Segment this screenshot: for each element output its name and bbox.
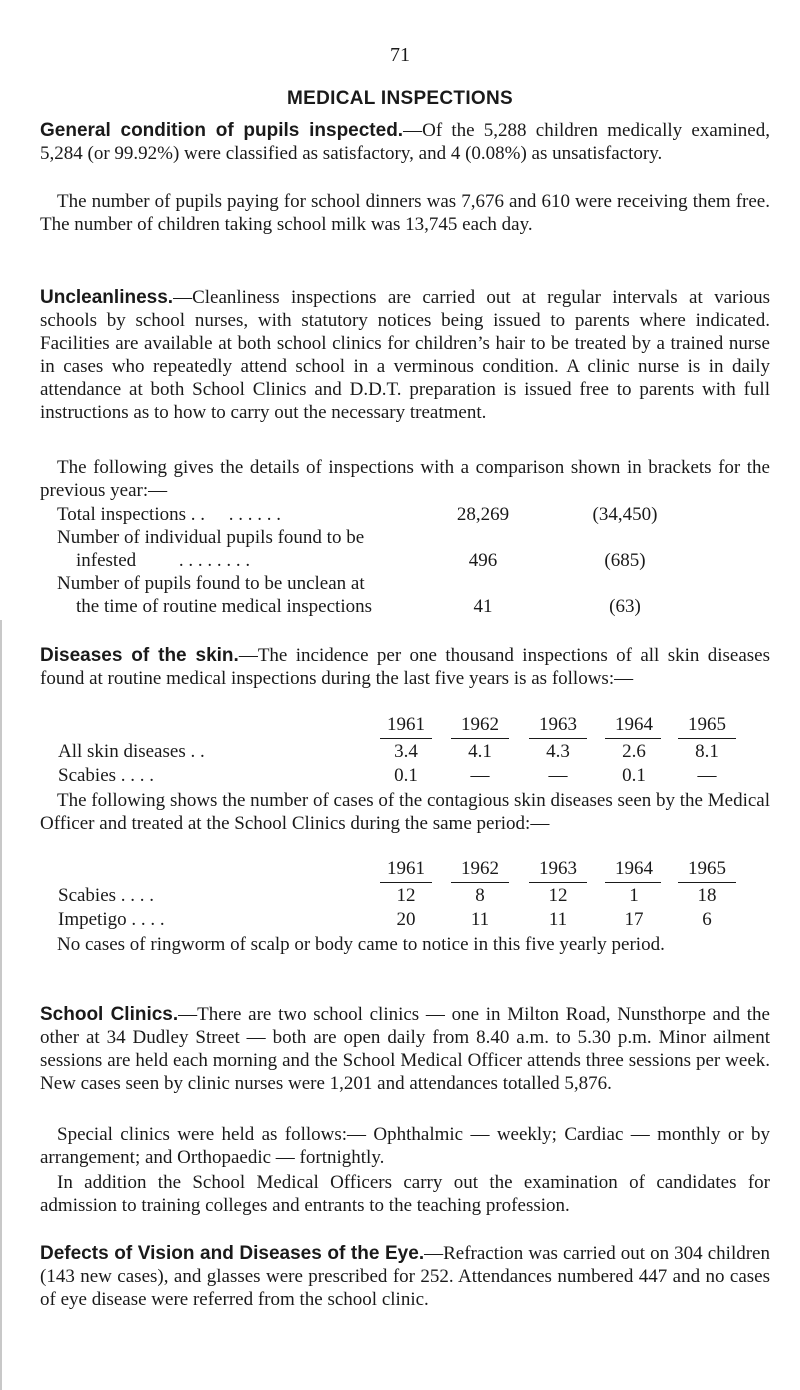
table-row-label: Scabies . . . . bbox=[58, 885, 155, 906]
header-rule bbox=[605, 738, 661, 739]
uncleanliness-text: —Cleanliness inspections are carried out at regular intervals at various schools by school nurses, with statutory notices being issued to parents where indicated. Facilities are available at both school clinics for children’s hair to be treated by a trained nurse in cases who repeatedly attend school in a verminous condition. A clinic nurse is in daily attendance at both School Clinics and D.D.T. preparation is issued free to parents with full instructions as to how to carry out the necessary treatment. bbox=[40, 287, 770, 423]
year-header: 1962 bbox=[461, 714, 499, 735]
skin-diseases-paragraph bbox=[40, 644, 770, 690]
inspection-row-infested-previous: (685) bbox=[604, 550, 646, 571]
year-header: 1965 bbox=[688, 858, 726, 879]
skin-diseases-text: —The incidence per one thousand inspections of all skin diseases found at routine medical inspections during the last five years is as follows:— bbox=[40, 645, 771, 689]
header-rule bbox=[380, 738, 432, 739]
school-dinners-paragraph: The number of pupils paying for school dinners was 7,676 and 610 were receiving them free. The number of children taking school milk was 13,745 each day. bbox=[40, 191, 770, 235]
inspection-row-total-label: Total inspections . . . . . . . . bbox=[57, 504, 282, 525]
inspection-row-total-value: 28,269 bbox=[456, 504, 510, 525]
table-cell: — bbox=[697, 765, 717, 786]
uncleanliness-paragraph bbox=[40, 286, 770, 424]
header-rule bbox=[451, 738, 509, 739]
school-clinics-paragraph bbox=[40, 1003, 770, 1095]
table-cell: 6 bbox=[702, 909, 712, 930]
uncleanliness-heading: Uncleanliness. bbox=[40, 287, 174, 308]
table-cell: 12 bbox=[396, 885, 416, 906]
table-cell: 12 bbox=[548, 885, 568, 906]
year-header: 1962 bbox=[461, 858, 499, 879]
training-colleges-paragraph: In addition the School Medical Officers carry out the examination of candidates for admission to training colleges and entrants to the teaching profession. bbox=[40, 1172, 770, 1216]
general-condition-heading: General condition of pupils inspected. bbox=[40, 120, 404, 141]
table-row-label: All skin diseases . . bbox=[58, 741, 205, 762]
special-clinics-paragraph: Special clinics were held as follows:— Ophthalmic — weekly; Cardiac — monthly or by arrangement; and Orthopaedic — fortnightly. bbox=[40, 1124, 770, 1168]
vision-text: —Refraction was carried out on 304 children (143 new cases), and glasses were prescribed for 252. Attendances numbered 447 and no cases of eye disease were referred from the school clinic. bbox=[40, 1243, 770, 1310]
table-cell: 0.1 bbox=[622, 765, 646, 786]
table-cell: 2.6 bbox=[622, 741, 646, 762]
general-condition-text: —Of the 5,288 children medically examined, 5,284 (or 99.92%) were classified as satisfactory, and 4 (0.08%) as unsatisfactory. bbox=[40, 120, 770, 164]
table-cell: — bbox=[548, 765, 568, 786]
header-rule bbox=[605, 882, 661, 883]
ringworm-paragraph: No cases of ringworm of scalp or body came to notice in this five yearly period. bbox=[57, 934, 665, 955]
table-cell: 0.1 bbox=[394, 765, 418, 786]
inspections-intro: The following gives the details of inspections with a comparison shown in brackets for the previous year:— bbox=[40, 457, 770, 501]
inspection-row-unclean-previous: (63) bbox=[609, 596, 641, 617]
school-clinics-text: —There are two school clinics — one in Milton Road, Nunsthorpe and the other at 34 Dudley Street — both are open daily from 8.40 a.m. to 5.30 p.m. Minor ailment sessions are held each morning and the School Medical Officer attends three sessions per week. New cases seen by clinic nurses were 1,201 and attendances totalled 5,876. bbox=[40, 1004, 770, 1094]
inspection-row-unclean-label-2: the time of routine medical inspections bbox=[76, 596, 373, 617]
inspection-row-unclean-label-1: Number of pupils found to be unclean at bbox=[57, 573, 365, 594]
table-cell: 8 bbox=[475, 885, 485, 906]
table-cell: 3.4 bbox=[394, 741, 418, 762]
inspection-row-infested-label-1: Number of individual pupils found to be bbox=[57, 527, 365, 548]
header-rule bbox=[678, 882, 736, 883]
table-cell: 1 bbox=[629, 885, 639, 906]
header-rule bbox=[529, 882, 587, 883]
page-edge-shadow bbox=[0, 620, 2, 1390]
page-title: MEDICAL INSPECTIONS bbox=[287, 88, 513, 109]
year-header: 1964 bbox=[615, 858, 653, 879]
year-header: 1961 bbox=[387, 858, 425, 879]
header-rule bbox=[380, 882, 432, 883]
table-cell: 20 bbox=[396, 909, 416, 930]
table-cell: 8.1 bbox=[695, 741, 719, 762]
table-row-label: Scabies . . . . bbox=[58, 765, 155, 786]
header-rule bbox=[529, 738, 587, 739]
table-cell: 11 bbox=[548, 909, 568, 930]
vision-paragraph bbox=[40, 1242, 770, 1311]
vision-heading: Defects of Vision and Diseases of the Eye. bbox=[40, 1243, 425, 1264]
year-header: 1965 bbox=[688, 714, 726, 735]
table-cell: 18 bbox=[697, 885, 717, 906]
table-cell: 17 bbox=[624, 909, 644, 930]
table-cell: 11 bbox=[470, 909, 490, 930]
inspection-row-infested-value: 496 bbox=[468, 550, 498, 571]
school-clinics-heading: School Clinics. bbox=[40, 1004, 179, 1025]
page-number: 71 bbox=[390, 44, 410, 66]
inspection-row-unclean-value: 41 bbox=[473, 596, 493, 617]
year-header: 1963 bbox=[539, 858, 577, 879]
year-header: 1963 bbox=[539, 714, 577, 735]
table-cell: 4.3 bbox=[546, 741, 570, 762]
table-cell: — bbox=[470, 765, 490, 786]
table-row-label: Impetigo . . . . bbox=[58, 909, 165, 930]
inspection-row-infested-label-2: infested . . . . . . . . bbox=[76, 550, 251, 571]
skin-diseases-heading: Diseases of the skin. bbox=[40, 645, 239, 666]
year-header: 1964 bbox=[615, 714, 653, 735]
inspection-row-total-previous: (34,450) bbox=[592, 504, 658, 525]
header-rule bbox=[678, 738, 736, 739]
table-cell: 4.1 bbox=[468, 741, 492, 762]
contagious-intro: The following shows the number of cases of the contagious skin diseases seen by the Medical Officer and treated at the School Clinics during the same period:— bbox=[40, 790, 770, 834]
general-condition-paragraph bbox=[40, 119, 770, 165]
header-rule bbox=[451, 882, 509, 883]
year-header: 1961 bbox=[387, 714, 425, 735]
